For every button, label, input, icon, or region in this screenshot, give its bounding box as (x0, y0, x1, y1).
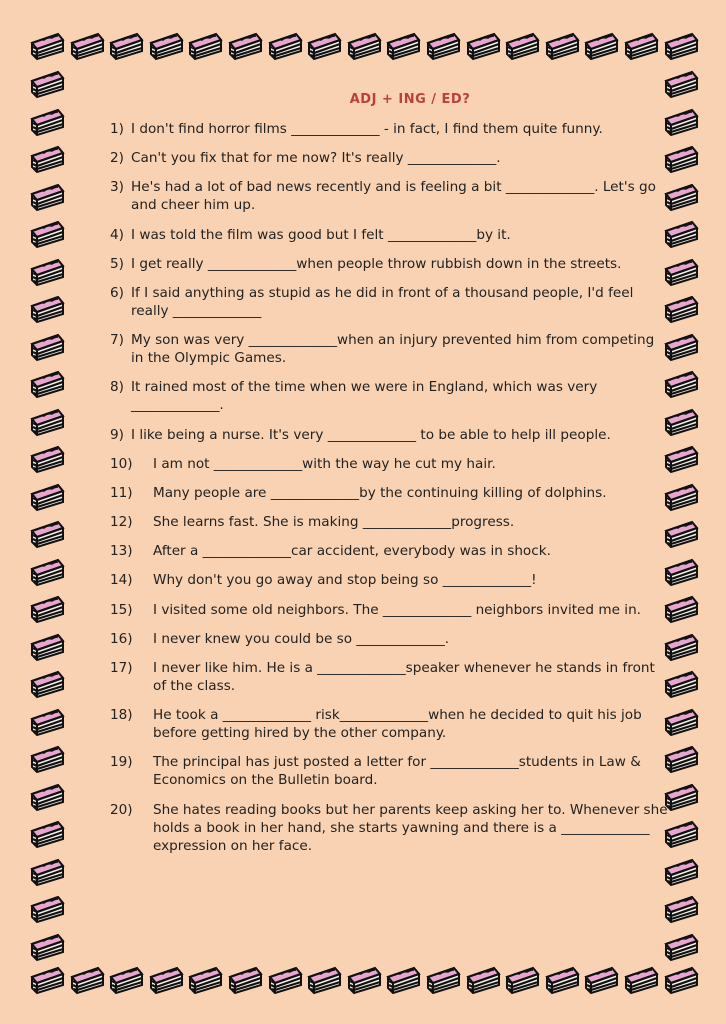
cake-slice-icon (266, 28, 304, 62)
question-item (110, 455, 670, 473)
cake-slice-icon (305, 28, 343, 62)
cake-slice-icon (226, 28, 264, 62)
question-text: She learns fast. She is making _____________progress. (153, 514, 515, 531)
cake-slice-icon (543, 28, 581, 62)
cake-slice-icon (28, 591, 66, 625)
question-number: 20) (110, 801, 133, 818)
cake-slice-icon (68, 962, 106, 996)
question-number: 12) (110, 514, 133, 531)
question-text: It rained most of the time when we were in England, which was very _____________. (131, 379, 598, 414)
cake-slice-icon (464, 962, 502, 996)
question-text: I visited some old neighbors. The _____________ neighbors invited me in. (153, 601, 642, 618)
question-list (110, 120, 670, 855)
question-number: 6) (110, 284, 124, 301)
cake-slice-icon (662, 28, 700, 62)
cake-slice-icon (107, 28, 145, 62)
cake-slice-icon (28, 291, 66, 325)
cake-slice-icon (28, 66, 66, 100)
question-number: 4) (110, 226, 124, 243)
cake-slice-icon (226, 962, 264, 996)
cake-slice-icon (28, 329, 66, 363)
cake-slice-icon (28, 366, 66, 400)
question-item (110, 542, 670, 560)
question-number: 7) (110, 332, 124, 349)
cake-slice-icon (28, 141, 66, 175)
question-text: I was told the film was good but I felt _____________by it. (131, 226, 511, 243)
question-number: 10) (110, 455, 133, 472)
cake-slice-icon (28, 666, 66, 700)
cake-slice-icon (384, 28, 422, 62)
question-text: Why don't you go away and stop being so _____________! (153, 572, 537, 589)
question-item (110, 226, 670, 244)
cake-slice-icon (345, 962, 383, 996)
question-number: 17) (110, 660, 133, 676)
cake-slice-icon (543, 962, 581, 996)
worksheet (110, 92, 670, 866)
cake-slice-icon (424, 28, 462, 62)
cake-slice-icon (28, 254, 66, 288)
question-number: 16) (110, 630, 133, 647)
question-number: 2) (110, 150, 124, 167)
cake-slice-icon (147, 28, 185, 62)
question-number: 1) (110, 121, 124, 137)
question-number: 3) (110, 179, 124, 196)
cake-slice-icon (147, 962, 185, 996)
cake-slice-icon (464, 28, 502, 62)
question-text: I like being a nurse. It's very _____________ to be able to help ill people. (131, 426, 611, 443)
question-text: He's had a lot of bad news recently and is feeling a bit _____________. Let's go and cheer him up. (131, 179, 656, 214)
cake-slice-icon (28, 404, 66, 438)
question-number: 14) (110, 572, 133, 589)
question-item (110, 484, 670, 502)
question-text: I don't find horror films _____________ - in fact, I find them quite funny. (131, 121, 603, 137)
question-number: 8) (110, 379, 124, 396)
question-item (110, 378, 670, 414)
cake-slice-icon (28, 816, 66, 850)
question-item (110, 571, 670, 589)
cake-slice-icon (28, 704, 66, 738)
question-number: 18) (110, 707, 133, 724)
cake-slice-icon (622, 962, 660, 996)
cake-slice-icon (28, 441, 66, 475)
question-item (110, 426, 670, 444)
cake-slice-icon (68, 28, 106, 62)
cake-slice-icon (28, 179, 66, 213)
question-item (110, 284, 670, 320)
question-number: 5) (110, 255, 124, 272)
question-item (110, 706, 670, 742)
question-text: I never knew you could be so _____________. (153, 630, 450, 647)
cake-slice-icon (28, 629, 66, 663)
question-number: 19) (110, 754, 133, 771)
question-text: The principal has just posted a letter for _____________students in Law & Economics on the Bulletin board. (153, 754, 641, 789)
cake-slice-icon (28, 741, 66, 775)
question-item (110, 149, 670, 167)
cake-slice-icon (28, 516, 66, 550)
question-item (110, 753, 670, 789)
question-text: She hates reading books but her parents keep asking her to. Whenever she holds a book in her hand, she starts yawning and there is a _____________ expression on her face. (153, 801, 668, 854)
cake-slice-icon (622, 28, 660, 62)
cake-slice-icon (28, 28, 66, 62)
cake-slice-icon (28, 216, 66, 250)
cake-slice-icon (662, 891, 700, 925)
cake-slice-icon (28, 891, 66, 925)
question-text: He took a _____________ risk_____________when he decided to quit his job before getting hired by the other company. (153, 707, 642, 742)
question-item (110, 331, 670, 367)
question-item (110, 178, 670, 214)
cake-slice-icon (186, 962, 224, 996)
question-text: I am not _____________with the way he cut my hair. (153, 455, 496, 472)
question-text: Many people are _____________by the continuing killing of dolphins. (153, 484, 607, 501)
question-text: After a _____________car accident, everybody was in shock. (153, 543, 551, 560)
question-item (110, 601, 670, 619)
question-text: I never like him. He is a _____________speaker whenever he stands in front of the class. (153, 660, 655, 694)
cake-slice-icon (28, 104, 66, 138)
cake-slice-icon (107, 962, 145, 996)
cake-slice-icon (28, 929, 66, 963)
cake-slice-icon (503, 962, 541, 996)
cake-slice-icon (345, 28, 383, 62)
cake-slice-icon (662, 962, 700, 996)
question-item (110, 659, 670, 695)
question-number: 13) (110, 543, 133, 560)
cake-slice-icon (28, 554, 66, 588)
question-item (110, 513, 670, 531)
worksheet-title: ADJ + ING / ED? (349, 92, 471, 107)
question-text: My son was very _____________when an injury prevented him from competing in the Olympic Games. (131, 332, 655, 367)
question-text: Can't you fix that for me now? It's really _____________. (131, 150, 501, 167)
cake-slice-icon (28, 962, 66, 996)
question-item (110, 801, 670, 855)
cake-slice-icon (384, 962, 422, 996)
cake-slice-icon (28, 854, 66, 888)
cake-slice-icon (424, 962, 462, 996)
cake-slice-icon (662, 929, 700, 963)
question-item (110, 255, 670, 273)
question-number: 9) (110, 426, 124, 443)
question-item (110, 630, 670, 648)
cake-slice-icon (28, 479, 66, 513)
cake-slice-icon (266, 962, 304, 996)
cake-slice-icon (305, 962, 343, 996)
cake-slice-icon (582, 962, 620, 996)
question-item (110, 120, 670, 138)
cake-slice-icon (582, 28, 620, 62)
question-text: I get really _____________when people throw rubbish down in the streets. (131, 255, 622, 272)
cake-slice-icon (28, 779, 66, 813)
question-number: 15) (110, 601, 133, 618)
question-text: If I said anything as stupid as he did in front of a thousand people, I'd feel really _____________ (131, 284, 634, 319)
question-number: 11) (110, 484, 133, 501)
cake-slice-icon (503, 28, 541, 62)
cake-slice-icon (186, 28, 224, 62)
